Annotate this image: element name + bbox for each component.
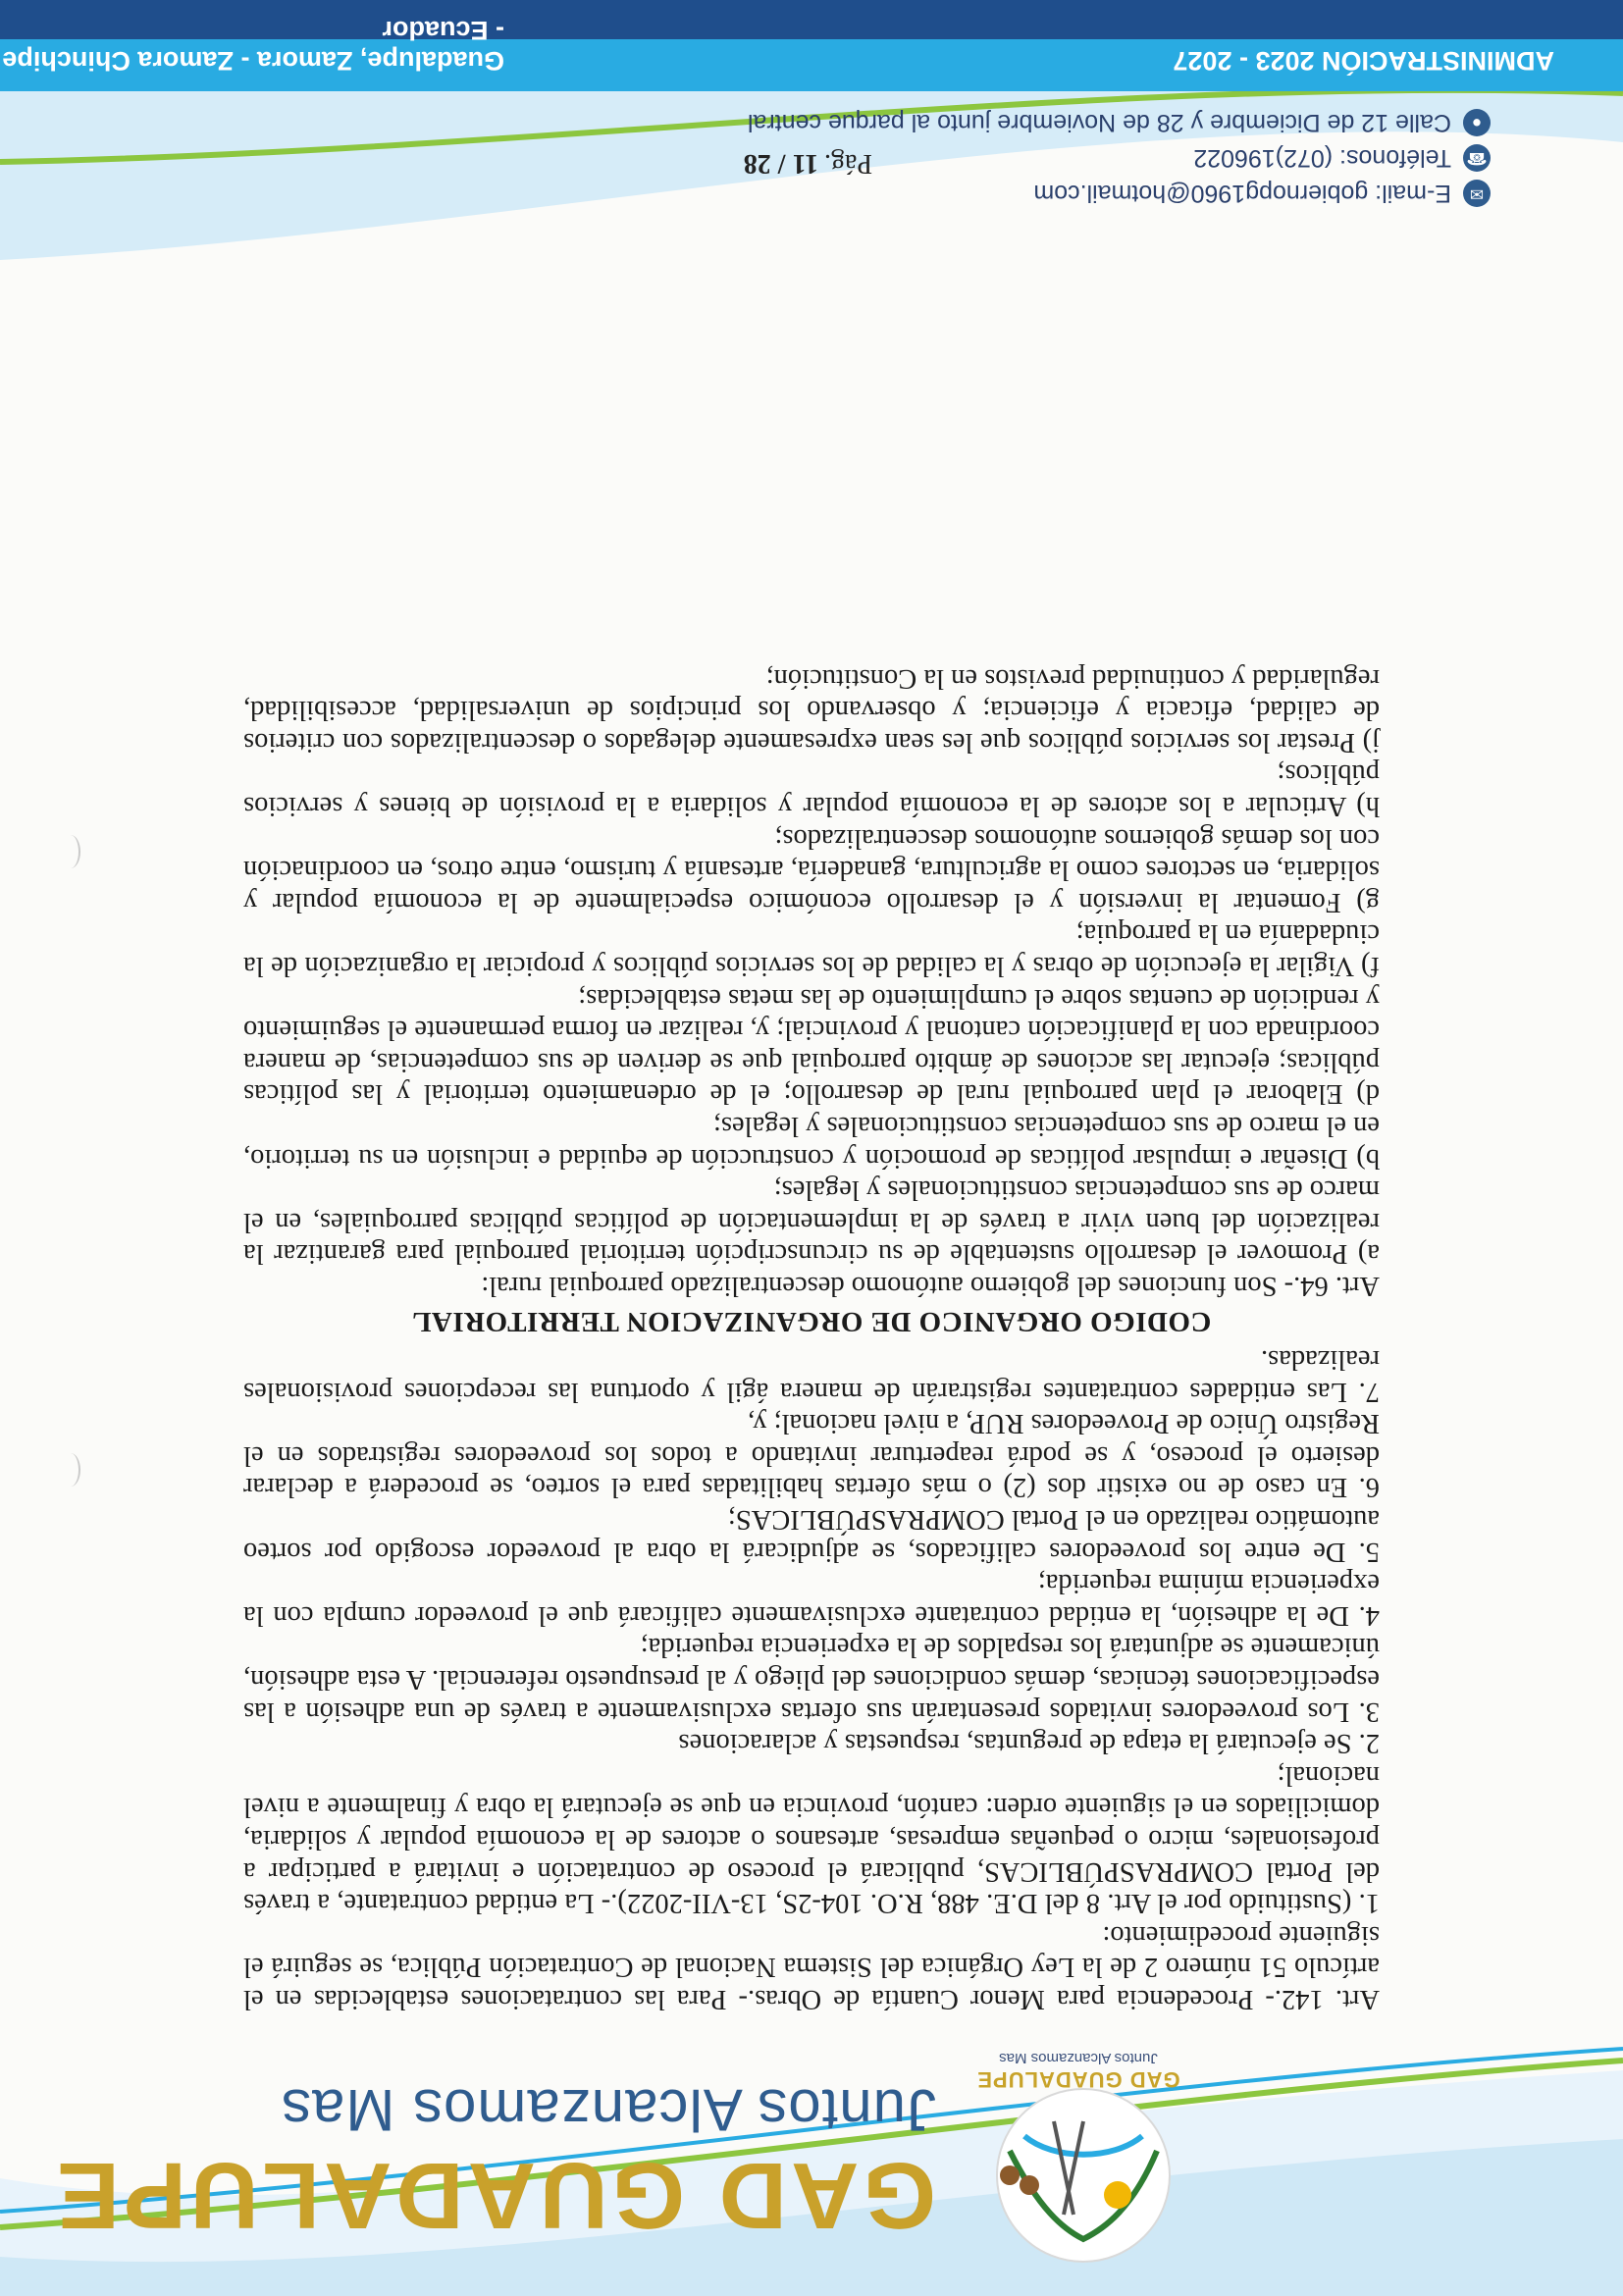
administration-label: ADMINISTRACIÓN 2023 - 2027 xyxy=(1173,46,1554,76)
location-pin-icon: ● xyxy=(1463,109,1491,136)
phone-icon: ☎ xyxy=(1463,144,1491,172)
logo-slogan: Juntos Alcanzamos Mas xyxy=(999,2050,1158,2066)
page-value: 11 / 28 xyxy=(743,148,818,179)
location-label: Guadalupe, Zamora - Zamora Chinchipe - Ecuador xyxy=(2,16,504,76)
logo-caption xyxy=(956,2050,1201,2092)
paragraph: 5. De entre los proveedores calificados, se adjudicará la obra al proveedor escogido por sorteo automático realizado en el Portal COMPRASPÚBLICAS; xyxy=(243,1504,1380,1567)
paragraph: 4. De la adhesión, la entidad contratante exclusivamente calificará que el proveedor cumpla con la experiencia mínima requerida; xyxy=(243,1568,1380,1631)
footer-band xyxy=(0,0,1623,388)
paragraph: 3. Los proveedores invitados presentarán sus ofertas exclusivamente a través de una adhesión a las especificaciones técnicas, demás condiciones del pliego y al presupuesto referencial. A esta adhesión, únicamente se adjuntará los respaldos de la experiencia requerida; xyxy=(243,1632,1380,1727)
paragraph: Art. 142.- Procedencia para Menor Cuantía de Obras.- Para las contrataciones establecidas en el artículo 51 número 2 de la Ley Orgánica del Sistema Nacional de Contratación Pública, se seguirá el siguiente procedimiento: xyxy=(243,1919,1380,2014)
header-band xyxy=(0,2031,1623,2296)
brand-slogan: Juntos Alcanzamos Mas xyxy=(281,2077,936,2143)
contact-address: Calle 12 de Diciembre y 28 de Noviembre junto al parque central xyxy=(747,109,1451,137)
brand-name: GAD GUADALUPE xyxy=(52,2143,936,2248)
paragraph: 1. (Sustituido por el Art. 8 del D.E. 488, R.O. 104-2S, 13-VII-2022).- La entidad contratante, a través del Portal COMPRASPÚBLICAS, publicará el proceso de contratación e invitará a participar a profesionales, micro o pequeñas empresas, artesanos o actores de la economía popular y solidaria, domiciliados en el siguiente orden: cantón, provincia en que se ejecutará la obra y finalmente a nivel nacional; xyxy=(243,1759,1380,1919)
punch-hole xyxy=(61,835,80,868)
contact-email: E-mail: gobiernopg1960@hotmail.com xyxy=(1033,180,1451,208)
paragraph: 7. Las entidades contratantes registrarán de manera ágil y oportuna las recepciones provisionales realizadas. xyxy=(243,1344,1380,1407)
contact-row xyxy=(748,105,1491,140)
section-title: CODIGO ORGANICO DE ORGANIZACION TERRITORIAL xyxy=(411,1305,1212,1337)
paragraph: b) Diseñar e impulsar políticas de promoción y construcción de equidad e inclusión en su territorio, en el marco de sus competencias constitucionales y legales; xyxy=(243,1110,1380,1174)
contact-phone: Teléfonos: (072)196022 xyxy=(1193,144,1451,173)
logo-name: GAD GUADALUPE xyxy=(976,2067,1180,2092)
paragraph: h) Articular a los actores de la economía popular y solidaria a la provisión de bienes y servicios públicos; xyxy=(243,758,1380,822)
contact-row xyxy=(748,176,1491,211)
paragraph: 6. En caso de no existir dos (2) o más ofertas habilitadas para el sorteo, se procederá a declarar desierto el proceso, y se podrá reaperturar invitando a todos los proveedores registrados en el Registro Único de Proveedores RUP, a nivel nacional; y, xyxy=(243,1408,1380,1503)
paragraph: g) Fomentar la inversión y el desarrollo económico especialmente de la economía popular y solidaria, en sectores como la agricultura, ganadería, artesanía y turismo, entre otros, en coordinación con los demás gobiernos autónomos descentralizados; xyxy=(243,822,1380,917)
gad-logo xyxy=(956,2062,1211,2269)
paragraph: a) Promover el desarrollo sustentable de su circunscripción territorial parroquial para garantizar la realización del buen vivir a través de la implementación de políticas públicas parroquiales, en el marco de sus competencias constitucionales y legales; xyxy=(243,1174,1380,1270)
page-label: Pág. xyxy=(824,148,872,179)
email-icon: ✉ xyxy=(1463,180,1491,207)
paragraph: Art. 64.- Son funciones del gobierno autónomo descentralizado parroquial rural: xyxy=(481,1270,1380,1301)
brand-block xyxy=(52,2077,936,2248)
paragraph: 2. Se ejecutará la etapa de preguntas, respuestas y aclaraciones xyxy=(678,1728,1380,1759)
punch-hole xyxy=(61,1453,80,1487)
paragraph: f) Vigilar la ejecución de obras y la calidad de los servicios públicos y propiciar la organización de la ciudadanía en la parroquia; xyxy=(243,918,1380,981)
paragraph: j) Prestar los servicios públicos que les sean expresamente delegados o descentralizados con criterios de calidad, eficacia y eficiencia; y observando los principios de universalidad, accesibilidad, regularidad y continuidad previstos en la Constitución; xyxy=(243,662,1380,757)
page-number xyxy=(744,147,872,179)
document-body xyxy=(243,661,1380,2014)
paragraph: d) Elaborar el plan parroquial rural de desarrollo; el de ordenamiento territorial y las políticas públicas; ejecutar las acciones de ámbito parroquial que se deriven de sus competencias, de manera coordinada con la planificación cantonal y provincial; y, realizar en forma permanente el seguimiento y rendición de cuentas sobre el cumplimiento de las metas establecidas; xyxy=(243,982,1380,1110)
